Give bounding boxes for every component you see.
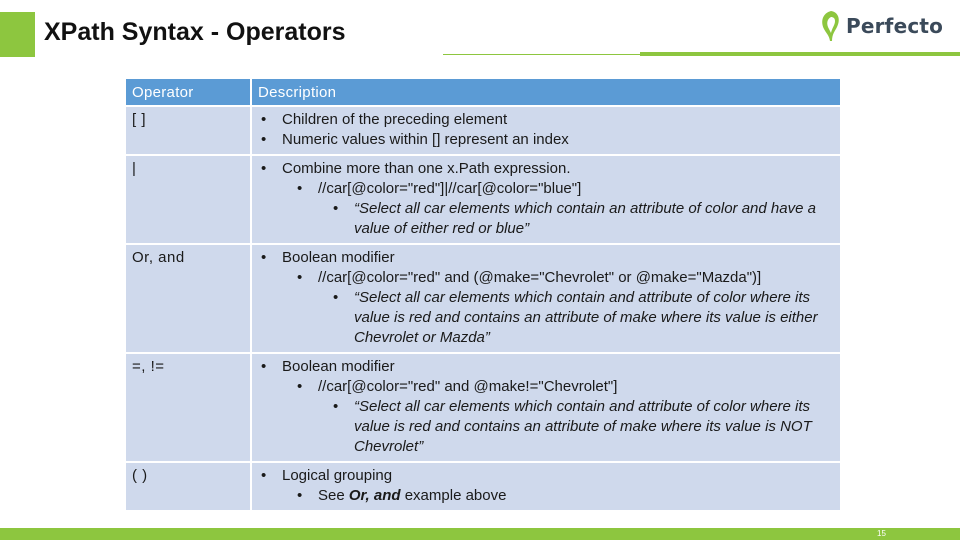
description-text-part: Or, and [348,487,401,504]
table-row [126,155,841,244]
description-list [258,248,834,348]
description-cell [251,106,841,155]
table-row [126,353,841,462]
operator-cell: ( ) [126,462,251,510]
description-item: • //car[@color="red"]|//car[@color="blue"] [258,179,834,199]
description-text-part: See [318,487,349,504]
description-item: • Boolean modifier [258,357,834,377]
logo-divider [640,52,960,56]
perfecto-leaf-icon [818,9,844,43]
description-item: • Numeric values within [] represent an index [258,130,834,150]
description-item: • //car[@color="red" and (@make="Chevrolet" or @make="Mazda")] [258,268,834,288]
description-item: • Logical grouping [258,466,834,486]
description-list [258,357,834,457]
page-number: 15 [877,529,886,538]
description-item: • “Select all car elements which contain and attribute of color where its value is red and contains an attribute of make where its value is either Chevrolet or Mazda” [258,288,834,348]
description-item: • Boolean modifier [258,248,834,268]
description-cell [251,244,841,353]
table-body [126,106,841,510]
table-header-row [126,79,841,106]
operators-table [126,79,842,510]
description-item: • Combine more than one x.Path expression. [258,159,834,179]
description-item [258,486,834,506]
footer-bar [0,528,960,540]
perfecto-logo [818,6,943,46]
description-list [258,110,834,150]
title-accent-block [0,12,35,57]
description-item: • Children of the preceding element [258,110,834,130]
description-item: • “Select all car elements which contain and attribute of color where its value is red and contains an attribute of make where its value is NOT Chevrolet” [258,397,834,457]
operator-cell: | [126,155,251,244]
table-row [126,244,841,353]
operator-cell: =, != [126,353,251,462]
header-description: Description [251,79,841,106]
operator-cell: Or, and [126,244,251,353]
logo-wordmark: Perfecto [846,14,944,38]
description-list [258,159,834,239]
description-list [258,466,834,506]
description-text-part: example above [400,487,507,504]
description-cell [251,462,841,510]
slide-title: XPath Syntax - Operators [44,18,346,46]
header-operator: Operator [126,79,251,106]
table-row [126,462,841,510]
table-row [126,106,841,155]
description-cell [251,353,841,462]
description-item: • “Select all car elements which contain an attribute of color and have a value of either red or blue” [258,199,834,239]
operator-cell: [ ] [126,106,251,155]
description-cell [251,155,841,244]
description-item: • //car[@color="red" and @make!="Chevrolet"] [258,377,834,397]
